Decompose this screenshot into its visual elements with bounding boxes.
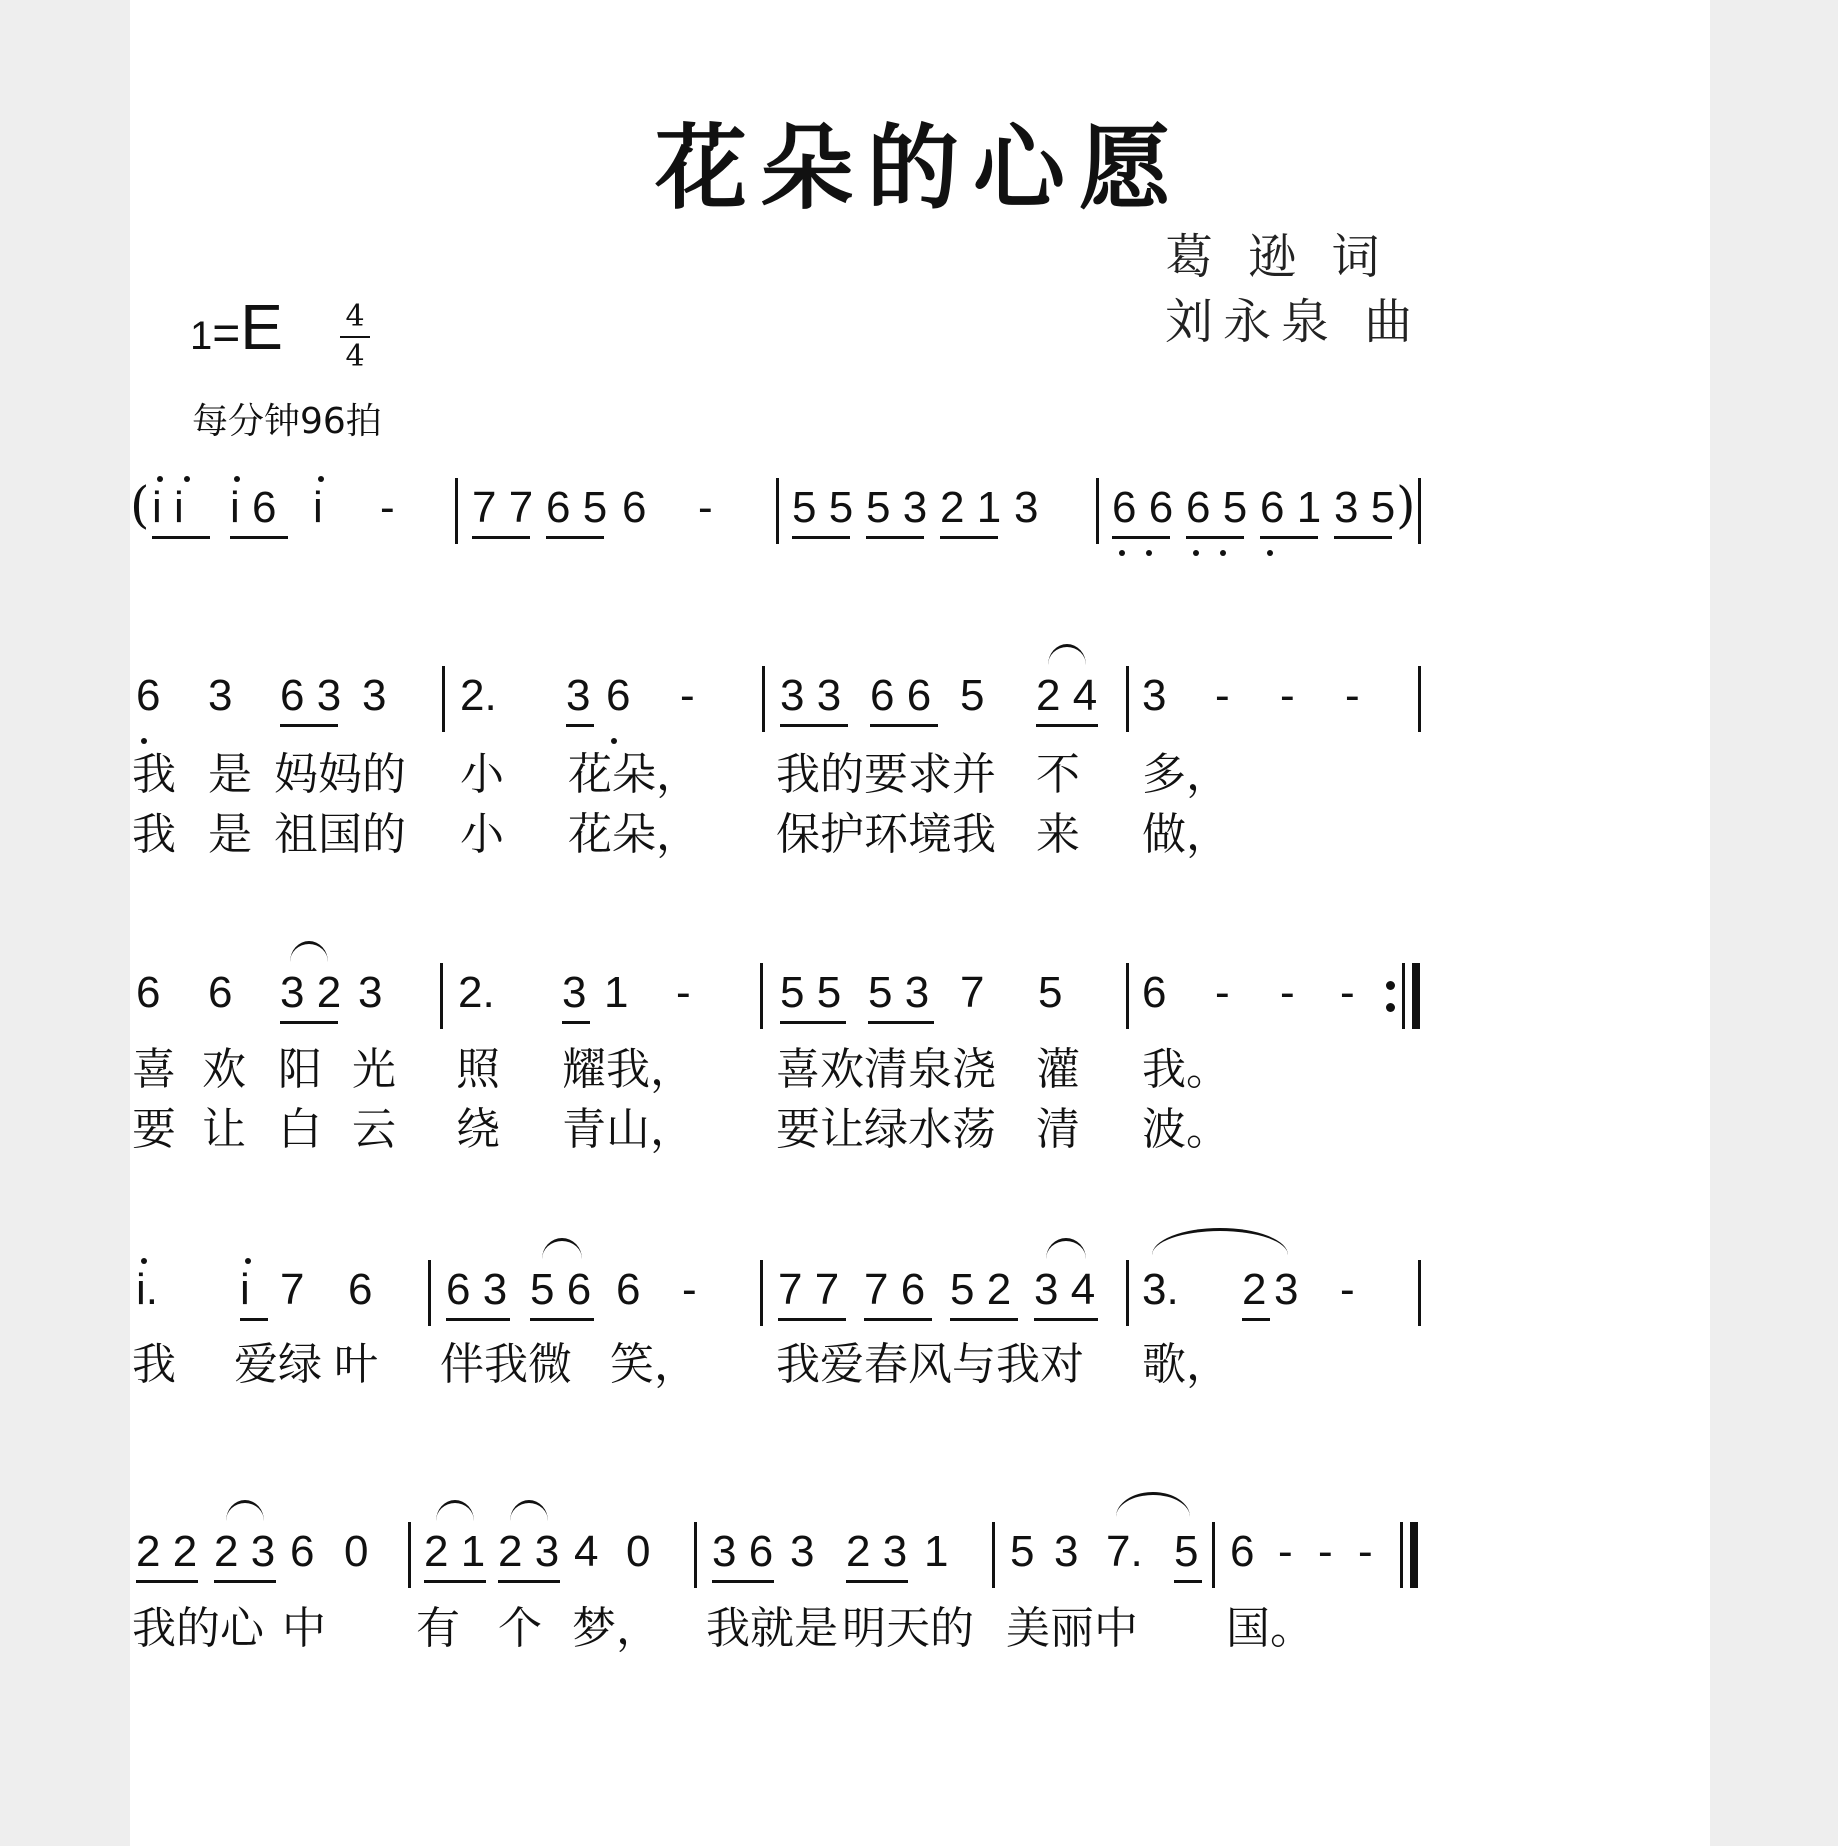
note-group: 6 5	[546, 483, 608, 532]
time-sig-top: 4	[345, 299, 365, 334]
barline	[1126, 666, 1129, 732]
lyric: 要让绿水荡	[776, 1104, 996, 1155]
low-dot	[611, 738, 617, 744]
note: 3	[362, 671, 387, 720]
underline	[792, 536, 850, 539]
lyrics-2-verse-1	[130, 1045, 1710, 1095]
note-group: 3 4	[1034, 1265, 1096, 1314]
lyric: 小	[460, 809, 504, 860]
underline	[424, 1580, 486, 1583]
underline	[230, 536, 288, 539]
barline	[1212, 1522, 1215, 1588]
lyric: 欢	[202, 1044, 246, 1095]
note: 3	[1142, 671, 1167, 720]
note: 3	[1014, 483, 1039, 532]
barline	[1418, 1260, 1421, 1326]
lyric: 有	[416, 1603, 460, 1654]
dash: -	[680, 671, 695, 720]
note: i.	[136, 1265, 158, 1314]
underline	[280, 1021, 338, 1024]
note: 3	[1054, 1527, 1079, 1576]
repeat-dot	[1386, 1003, 1395, 1012]
lyric: 绕	[456, 1104, 500, 1155]
dash: -	[1215, 968, 1230, 1017]
note: 2.	[460, 671, 497, 720]
note-group: 5 6	[530, 1265, 592, 1314]
low-dot	[1193, 550, 1199, 556]
barline	[408, 1522, 411, 1588]
barline	[694, 1522, 697, 1588]
underline	[136, 1580, 198, 1583]
note-group: 6 3	[446, 1265, 508, 1314]
note-group: 7 7	[778, 1265, 840, 1314]
key-signature	[190, 290, 283, 364]
note: 3	[566, 671, 591, 720]
underline	[712, 1580, 774, 1583]
note-group: 5 3	[868, 968, 930, 1017]
barline	[760, 963, 763, 1029]
lyric: 花朵，	[568, 809, 700, 860]
note: 6	[616, 1265, 641, 1314]
dash: -	[1340, 1265, 1355, 1314]
high-dot	[184, 476, 190, 482]
lyric: 我就是	[706, 1603, 838, 1654]
lyric: 不	[1036, 749, 1080, 800]
underline	[472, 536, 530, 539]
underline	[780, 724, 848, 727]
lyric: 祖国的	[274, 809, 406, 860]
note: i	[313, 483, 323, 532]
note: 5	[960, 671, 985, 720]
note-group: 2 3	[214, 1527, 276, 1576]
underline	[152, 536, 210, 539]
barline	[992, 1522, 995, 1588]
note: 6	[136, 968, 161, 1017]
note: 7.	[1106, 1527, 1143, 1576]
high-dot	[157, 476, 163, 482]
note: 3	[208, 671, 233, 720]
note: 5	[1038, 968, 1063, 1017]
note: 6	[622, 483, 647, 532]
dash: -	[698, 483, 713, 532]
underline	[1112, 536, 1170, 539]
key-one: 1	[190, 314, 213, 358]
note: 6	[136, 671, 161, 720]
note-group: 5 3	[866, 483, 928, 532]
lyric: 让	[202, 1104, 246, 1155]
underline	[530, 1318, 594, 1321]
underline	[566, 724, 594, 727]
underline	[866, 536, 924, 539]
note: 5	[1010, 1527, 1035, 1576]
underline	[546, 536, 604, 539]
composer-credit: 刘永泉 曲	[1165, 294, 1423, 350]
underline	[446, 1318, 510, 1321]
lyric: 白	[278, 1104, 322, 1155]
lyric: 花朵，	[568, 749, 700, 800]
lyrics-1-verse-2	[130, 810, 1710, 860]
lyric: 云	[352, 1104, 396, 1155]
lyric: 爱绿	[234, 1339, 322, 1390]
note: 2.	[458, 968, 495, 1017]
note: 6	[208, 968, 233, 1017]
note-group: i 6	[230, 483, 277, 532]
lyric: 叶	[334, 1339, 378, 1390]
note-group: 6 1	[1260, 483, 1322, 532]
dash: -	[1340, 968, 1355, 1017]
note-group: 6 6	[1112, 483, 1174, 532]
low-dot	[1146, 550, 1152, 556]
note-group: 2 1	[424, 1527, 486, 1576]
dash: -	[1318, 1527, 1333, 1576]
underline	[214, 1580, 276, 1583]
lyric: 伴我微	[440, 1339, 572, 1390]
underline	[780, 1021, 846, 1024]
time-sig-bottom: 4	[345, 339, 365, 374]
note-group: 2 3	[846, 1527, 908, 1576]
barline	[1400, 1522, 1403, 1588]
lyric: 喜	[132, 1044, 176, 1095]
note-group: 2 2	[136, 1527, 198, 1576]
underline	[562, 1021, 590, 1024]
lyric: 国。	[1226, 1603, 1314, 1654]
note-group: 6 5	[1186, 483, 1248, 532]
lyric: 要	[132, 1104, 176, 1155]
note: 1	[924, 1527, 949, 1576]
underline	[1242, 1318, 1270, 1321]
score-page	[130, 0, 1710, 1846]
note: 3	[790, 1527, 815, 1576]
slur	[1116, 1492, 1190, 1517]
open-paren: (	[130, 476, 150, 534]
underline	[1334, 536, 1392, 539]
underline	[940, 536, 998, 539]
lyric: 波。	[1142, 1104, 1230, 1155]
slur	[542, 1238, 582, 1259]
barline	[440, 963, 443, 1029]
barline	[1096, 478, 1099, 544]
note-group: 2 3	[498, 1527, 560, 1576]
note: 3.	[1142, 1265, 1179, 1314]
barline	[428, 1260, 431, 1326]
note: 1	[604, 968, 629, 1017]
note: 6	[1230, 1527, 1255, 1576]
lyrics-1-verse-1	[130, 750, 1710, 800]
lyric: 是	[208, 749, 252, 800]
lyric: 清	[1036, 1104, 1080, 1155]
note-group: 5 5	[780, 968, 842, 1017]
lyric: 妈妈的	[274, 749, 406, 800]
barline	[760, 1260, 763, 1326]
note: 7	[960, 968, 985, 1017]
lyrics-4	[130, 1604, 1710, 1654]
dash: -	[380, 483, 395, 532]
low-dot	[1267, 550, 1273, 556]
slur	[1046, 1238, 1086, 1259]
underline	[846, 1580, 908, 1583]
note-group: 3 2	[280, 968, 342, 1017]
lyric: 歌，	[1142, 1339, 1230, 1390]
slur	[226, 1500, 264, 1521]
underline	[498, 1580, 560, 1583]
lyric: 照	[456, 1044, 500, 1095]
lyric: 做，	[1142, 809, 1230, 860]
note-group: 6 3	[280, 671, 342, 720]
low-dot	[141, 738, 147, 744]
note-group: 2 4	[1036, 671, 1098, 720]
note-group: 7 6	[864, 1265, 926, 1314]
time-sig-line	[340, 336, 370, 338]
repeat-dot	[1386, 981, 1395, 990]
note: 6	[348, 1265, 373, 1314]
note: 3	[1274, 1265, 1299, 1314]
lyric: 多，	[1142, 749, 1230, 800]
note: 6	[606, 671, 631, 720]
note: i	[240, 1265, 250, 1314]
lyric: 耀我，	[562, 1044, 694, 1095]
high-dot	[245, 1258, 251, 1264]
lyric: 梦，	[572, 1603, 660, 1654]
underline	[950, 1318, 1018, 1321]
system-intro	[130, 476, 1710, 560]
lyric: 我。	[1142, 1044, 1230, 1095]
repeat-barline	[1412, 963, 1420, 1029]
note: 0	[626, 1527, 651, 1576]
close-paren: )	[1396, 476, 1416, 534]
lyric: 我爱春风与我对	[776, 1339, 1084, 1390]
note: 5	[1174, 1527, 1199, 1576]
note: 4	[574, 1527, 599, 1576]
lyric: 保护环境我	[776, 809, 996, 860]
underline	[870, 724, 938, 727]
final-barline	[1410, 1522, 1418, 1588]
dash: -	[1358, 1527, 1373, 1576]
note-group: 5 5	[792, 483, 854, 532]
barline	[1418, 666, 1421, 732]
note-group: 3 5	[1334, 483, 1396, 532]
system-2	[130, 965, 1710, 1045]
underline	[240, 1318, 268, 1321]
lyric: 笑，	[610, 1339, 698, 1390]
lyric: 美丽中	[1006, 1603, 1138, 1654]
underline	[1260, 536, 1318, 539]
note-group: 3 3	[780, 671, 842, 720]
note-group: 3 6	[712, 1527, 774, 1576]
lyric: 我	[132, 749, 176, 800]
note: 3	[562, 968, 587, 1017]
underline	[778, 1318, 846, 1321]
low-dot	[1220, 550, 1226, 556]
dash: -	[682, 1265, 697, 1314]
note-group: 2 1	[940, 483, 1002, 532]
lyric: 光	[352, 1044, 396, 1095]
lyric: 是	[208, 809, 252, 860]
lyric: 中	[282, 1603, 326, 1654]
lyric: 阳	[278, 1044, 322, 1095]
barline	[776, 478, 779, 544]
lyric: 我	[132, 809, 176, 860]
lyricist-credit: 葛 逊 词	[1165, 229, 1390, 285]
high-dot	[318, 476, 324, 482]
note: 6	[1142, 968, 1167, 1017]
high-dot	[141, 1258, 147, 1264]
dash: -	[1345, 671, 1360, 720]
lyric: 喜欢清泉浇	[776, 1044, 996, 1095]
lyric: 灌	[1036, 1044, 1080, 1095]
barline	[442, 666, 445, 732]
lyrics-2-verse-2	[130, 1105, 1710, 1155]
low-dot	[1119, 550, 1125, 556]
high-dot	[234, 476, 240, 482]
slur	[1048, 644, 1086, 665]
note: 3	[358, 968, 383, 1017]
note-group: 6 6	[870, 671, 932, 720]
note: 6	[290, 1527, 315, 1576]
underline	[1186, 536, 1244, 539]
underline	[1036, 724, 1098, 727]
lyrics-3	[130, 1340, 1710, 1390]
lyric: 我	[132, 1339, 176, 1390]
slur	[1152, 1228, 1288, 1255]
time-signature	[340, 300, 370, 374]
note-group: i i	[152, 483, 184, 532]
underline	[280, 724, 338, 727]
slur	[510, 1500, 548, 1521]
slur	[436, 1500, 474, 1521]
underline	[1174, 1580, 1202, 1583]
barline	[1402, 963, 1405, 1029]
underline	[868, 1021, 934, 1024]
dash: -	[1280, 671, 1295, 720]
dash: -	[1280, 968, 1295, 1017]
dash: -	[1278, 1527, 1293, 1576]
note-group: 7 7	[472, 483, 534, 532]
slur	[290, 941, 328, 962]
lyric: 明天的	[842, 1603, 974, 1654]
dash: -	[1215, 671, 1230, 720]
barline	[1126, 963, 1129, 1029]
lyric: 个	[498, 1603, 542, 1654]
song-title: 花朵的心愿	[654, 114, 1185, 222]
note: 0	[344, 1527, 369, 1576]
system-4	[130, 1524, 1710, 1604]
dash: -	[676, 968, 691, 1017]
lyric: 青山，	[562, 1104, 694, 1155]
lyric: 我的要求并	[776, 749, 996, 800]
barline	[762, 666, 765, 732]
system-1	[130, 668, 1710, 748]
note: 7	[280, 1265, 305, 1314]
underline	[864, 1318, 932, 1321]
key-equals: =	[212, 307, 241, 360]
barline	[1126, 1260, 1129, 1326]
key-letter: E	[240, 291, 283, 363]
tempo-marking: 每分钟96拍	[192, 401, 382, 442]
lyric: 来	[1036, 809, 1080, 860]
lyric: 小	[460, 749, 504, 800]
barline	[455, 478, 458, 544]
note: 2	[1242, 1265, 1267, 1314]
lyric: 我的心	[132, 1603, 264, 1654]
system-3	[130, 1262, 1710, 1342]
barline	[1418, 478, 1421, 544]
underline	[1034, 1318, 1098, 1321]
note-group: 5 2	[950, 1265, 1012, 1314]
